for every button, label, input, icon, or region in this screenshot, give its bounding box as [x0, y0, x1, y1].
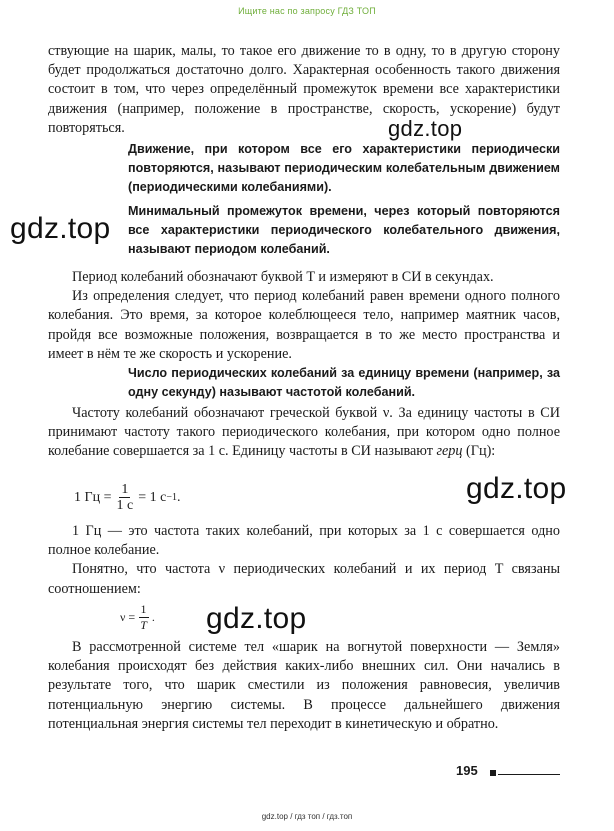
- text-block-relation: [48, 522, 560, 599]
- text-block-frequency: [48, 404, 560, 462]
- formula-nu-end: .: [151, 610, 155, 624]
- paragraph-1: ствующие на шарик, малы, то такое его движение то в одну, то в другую сторону будет продолжаться достаточно долго. Характерная особенность такого движения состоит в том, что через определённый промежуток времени все характеристики движения (например, положение в пространстве, скорость, ускорение) будут повторяться.: [48, 43, 560, 136]
- formula-hertz-denominator: 1 с: [116, 498, 134, 513]
- formula-hertz-numerator: 1: [121, 482, 129, 497]
- paragraph-4-text: Частоту колебаний обозначают греческой буквой ν. За единицу частоты в СИ принимают частоту такого периодического колебания, при котором одно полное колебание совершается за 1 с. Единицу частоты в СИ называют: [48, 405, 560, 460]
- paragraph-2: Период колебаний обозначают буквой T и измеряют в СИ в секундах.: [72, 269, 494, 285]
- page-number-rule: [498, 774, 560, 775]
- formula-hertz-exponent: −1: [166, 492, 177, 503]
- definition-period: Минимальный промежуток времени, через который повторяются все характеристики периодического колебательного движения, называют периодом колебаний.: [128, 204, 560, 256]
- top-banner[interactable]: Ищите нас по запросу ГДЗ ТОП: [238, 6, 376, 16]
- formula-hertz-fraction: [114, 482, 135, 513]
- paragraph-3: Из определения следует, что период колебаний равен времени одного полного колебания. Это время, за которое колеблющееся тело, например маятник часов, пройдя все возможные положения, возвращается в то же место пространства и имеет в нём те же скорость и ускорение.: [48, 288, 560, 362]
- page-number-marker: [490, 770, 496, 776]
- definition-periodic-motion: Движение, при котором все его характеристики периодически повторяются, называют периодическим колебательным движением (периодическими колебаниями).: [128, 142, 560, 194]
- watermark: gdz.top: [466, 472, 567, 505]
- paragraph-4-end: (Гц):: [462, 443, 496, 460]
- formula-nu-numerator: 1: [140, 602, 147, 616]
- paragraph-7: В рассмотренной системе тел «шарик на вогнутой поверхности — Земля» колебания происходят без действия каких-либо внешних сил. Они начались в результате того, что шарик сместили из положения равновесия, увеличив потенциальную энергию системы. В процессе дальнейшего движения потенциальная энергия системы тел переходит в кинетическую и обратно.: [48, 639, 560, 732]
- page-body: [48, 42, 560, 138]
- definition-frequency: Число периодических колебаний за единицу времени (например, за одну секунду) называют частотой колебаний.: [128, 366, 560, 399]
- paragraph-6: Понятно, что частота ν периодических колебаний и их период T связаны соотношением:: [48, 561, 560, 597]
- text-block-system: [48, 638, 560, 734]
- paragraph-4: [48, 404, 560, 462]
- watermark: gdz.top: [206, 602, 307, 635]
- formula-hertz-rhs: = 1 с: [138, 489, 167, 505]
- formula-hertz-lhs: 1 Гц =: [74, 489, 112, 505]
- paragraph-5: 1 Гц — это частота таких колебаний, при которых за 1 с совершается одно полное колебание.: [48, 523, 560, 559]
- footer-links[interactable]: gdz.top / гдз топ / гдз.топ: [261, 812, 353, 821]
- formula-hertz-end: .: [176, 489, 181, 505]
- text-block-period: [48, 268, 560, 364]
- watermark: gdz.top: [388, 116, 463, 141]
- watermark: gdz.top: [10, 212, 111, 245]
- formula-nu-denominator: T: [140, 618, 147, 632]
- formula-frequency-period: [120, 602, 155, 633]
- term-hertz: герц: [436, 443, 463, 460]
- formula-hertz: [74, 482, 180, 513]
- formula-nu-fraction: [138, 602, 149, 633]
- formula-nu-lhs: ν =: [120, 610, 136, 624]
- page-number: 195: [456, 763, 478, 778]
